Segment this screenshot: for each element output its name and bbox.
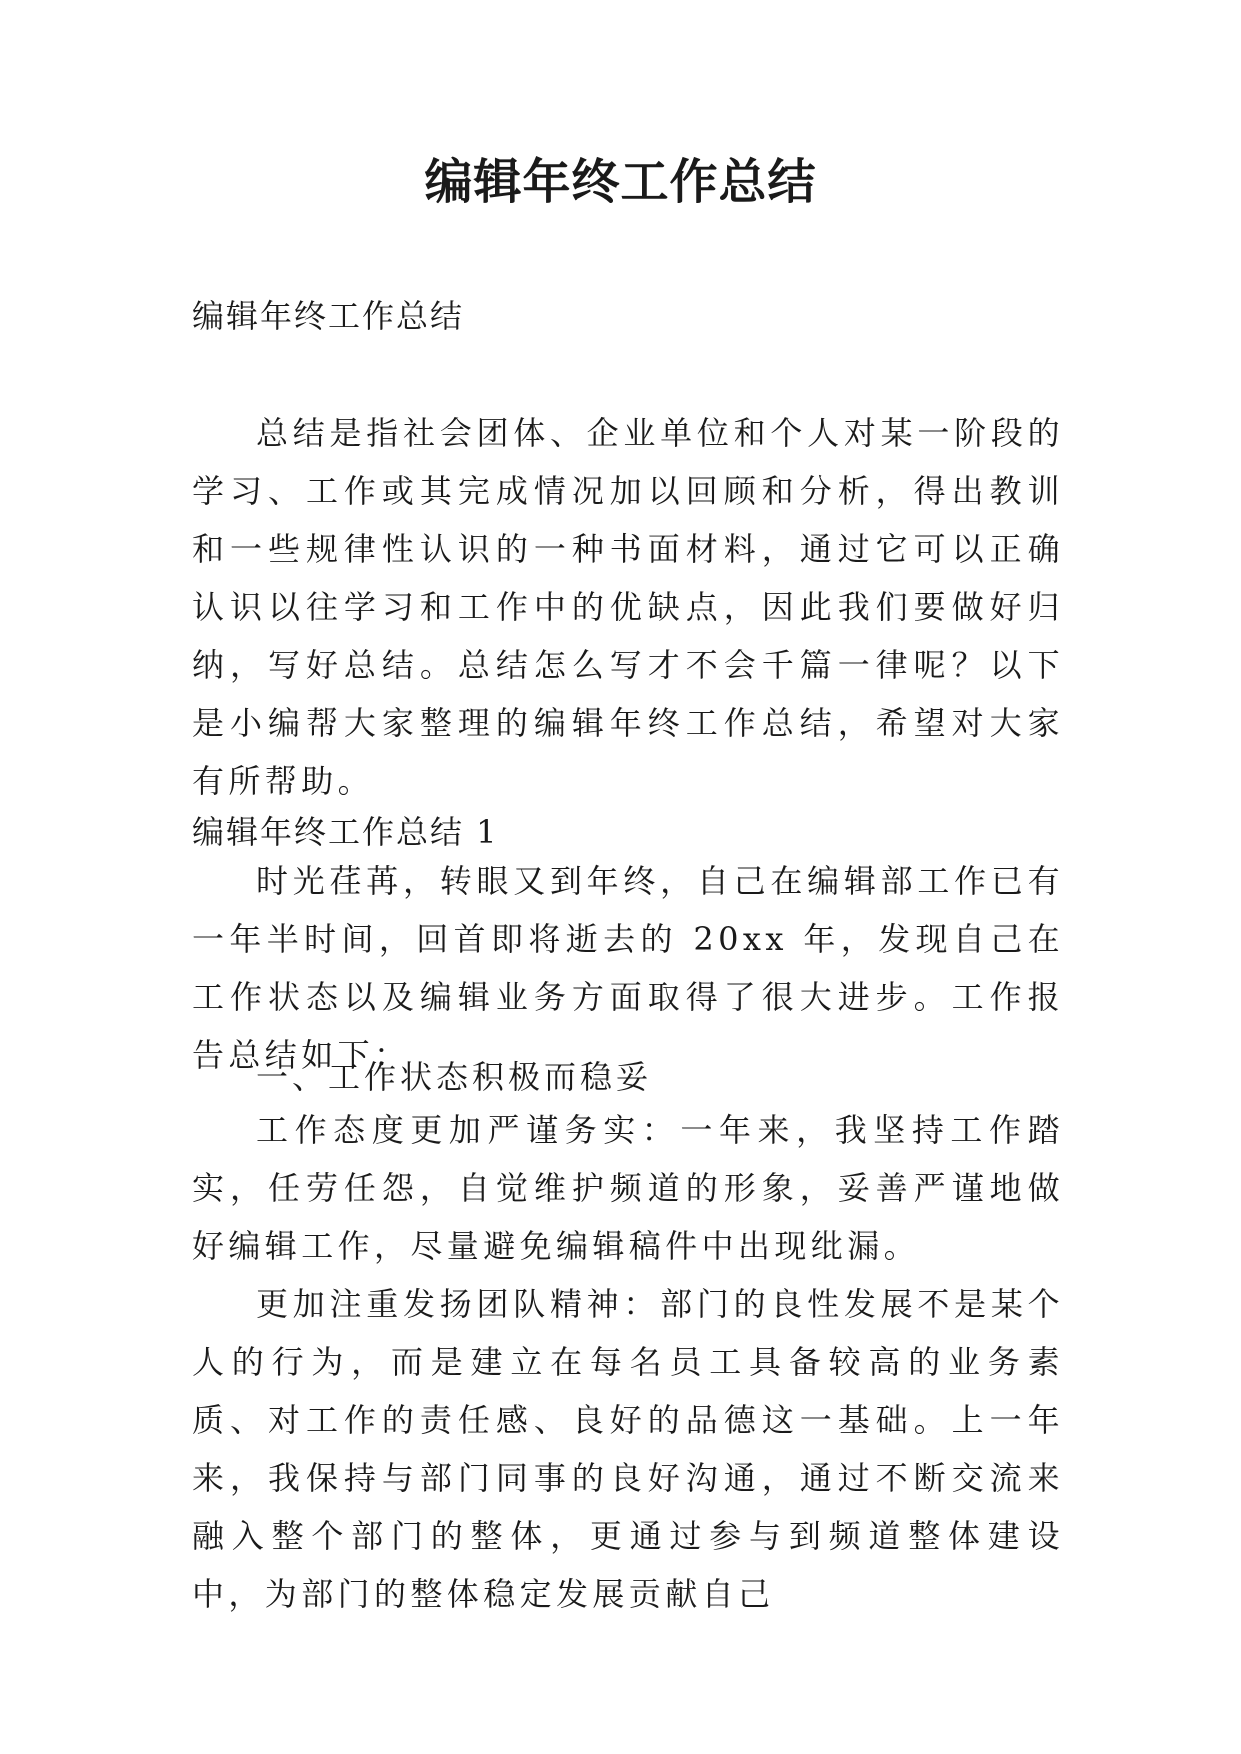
- paragraph: 工作态度更加严谨务实：一年来，我坚持工作踏实，任劳任怨，自觉维护频道的形象，妥善严谨地做好编辑工作，尽量避免编辑稿件中出现纰漏。: [192, 1111, 1064, 1265]
- section-heading: 一、工作状态积极而稳妥: [256, 1058, 653, 1096]
- paragraph: 时光荏苒，转眼又到年终，自己在编辑部工作已有一年半时间，回首即将逝去的 20xx 年，发现自己在工作状态以及编辑业务方面取得了很大进步。工作报告总结如下：: [192, 862, 1064, 1074]
- intro-paragraph: 总结是指社会团体、企业单位和个人对某一阶段的学习、工作或其完成情况加以回顾和分析，得出教训和一些规律性认识的一种书面材料，通过它可以正确认识以往学习和工作中的优缺点，因此我们要做好归纳，写好总结。总结怎么写才不会千篇一律呢？以下是小编帮大家整理的编辑年终工作总结，希望对大家有所帮助。: [192, 414, 1064, 800]
- section-title: 编辑年终工作总结 1: [192, 813, 499, 851]
- document-title: 编辑年终工作总结: [424, 154, 817, 210]
- document-subtitle: 编辑年终工作总结: [192, 297, 465, 335]
- paragraph: 更加注重发扬团队精神：部门的良性发展不是某个人的行为，而是建立在每名员工具备较高的业务素质、对工作的责任感、良好的品德这一基础。上一年来，我保持与部门同事的良好沟通，通过不断交流来融入整个部门的整体，更通过参与到频道整体建设中，为部门的整体稳定发展贡献自己: [192, 1285, 1064, 1613]
